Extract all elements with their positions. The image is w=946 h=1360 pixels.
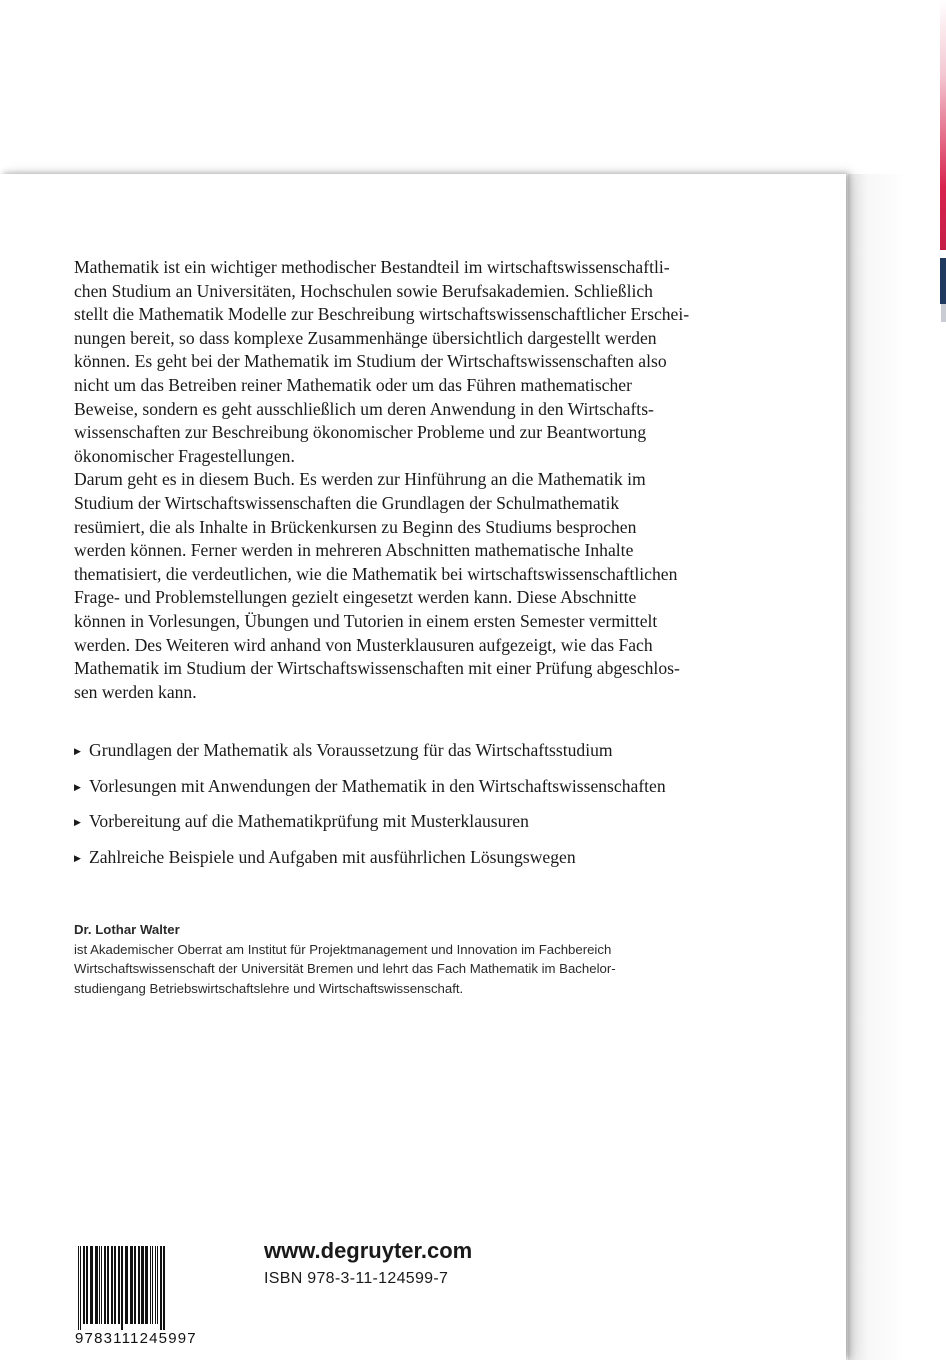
page-edge-strip — [848, 174, 946, 1360]
barcode-bar — [138, 1246, 140, 1324]
barcode-bar — [163, 1246, 165, 1330]
text-line: werden. Des Weiteren wird anhand von Musterklausuren aufgezeigt, wie das Fach — [74, 634, 653, 655]
barcode-bar — [95, 1246, 98, 1324]
barcode-digits: 9783111245997 — [74, 1330, 239, 1347]
barcode-bar — [99, 1246, 100, 1324]
list-item-text: Grundlagen der Mathematik als Voraussetzung für das Wirtschaftsstudium — [89, 740, 613, 760]
triangle-bullet-icon: ▶ — [74, 852, 81, 863]
author-name: Dr. Lothar Walter — [74, 922, 180, 937]
text-line: können in Vorlesungen, Übungen und Tutorien in einem ersten Semester vermittelt — [74, 610, 658, 631]
barcode-bar — [130, 1246, 133, 1324]
text-line: werden können. Ferner werden in mehreren Abschnitten mathematische Inhalte — [74, 540, 634, 561]
barcode-bar — [90, 1246, 93, 1324]
text-line: ökonomischer Fragestellungen. — [74, 445, 295, 466]
text-line: thematisiert, die verdeutlichen, wie die Mathematik bei wirtschaftswissenschaftlichen — [74, 563, 678, 584]
triangle-bullet-icon: ▶ — [74, 817, 81, 827]
text-line: wissenschaften zur Beschreibung ökonomischer Probleme und zur Beantwortung — [74, 422, 647, 443]
list-item — [74, 776, 834, 812]
list-item — [74, 847, 834, 883]
text-line: sen werden kann. — [74, 681, 197, 702]
barcode-bar — [160, 1246, 162, 1330]
text-line: Frage- und Problemstellungen gezielt eingesetzt werden kann. Diese Abschnitte — [74, 587, 637, 608]
barcode-bar — [101, 1246, 102, 1324]
text-line: können. Es geht bei der Mathematik im Studium der Wirtschaftswissenschaften also — [74, 351, 667, 372]
barcode-bar — [111, 1246, 113, 1324]
isbn-number: ISBN 978-3-11-124599-7 — [264, 1270, 449, 1287]
text-line: Beweise, sondern es geht ausschließlich um deren Anwendung in den Wirtschafts- — [74, 398, 654, 419]
text-line: stellt die Mathematik Modelle zur Beschreibung wirtschaftswissenschaftlicher Erschei- — [74, 304, 690, 325]
barcode-bar — [157, 1246, 158, 1324]
list-item-text: Zahlreiche Beispiele und Aufgaben mit ausführlichen Lösungswegen — [89, 846, 576, 867]
text-line: Mathematik im Studium der Wirtschaftswissenschaften mit einer Prüfung abgeschlos- — [74, 658, 680, 679]
barcode-bar — [83, 1246, 85, 1324]
barcode-bar — [78, 1246, 79, 1330]
description-paragraph-1 — [74, 256, 794, 468]
barcode-bar — [155, 1246, 156, 1324]
barcode-bars — [74, 1246, 238, 1330]
description-paragraph-2 — [74, 468, 794, 704]
barcode-bar — [114, 1246, 116, 1324]
barcode-bar — [121, 1246, 123, 1330]
barcode-bar — [145, 1246, 148, 1324]
list-item-text: Vorbereitung auf die Mathematikprüfung mit Musterklausuren — [89, 811, 529, 831]
text-line: Darum geht es in diesem Buch. Es werden zur Hinführung an die Mathematik im — [74, 469, 646, 490]
text-line: resümiert, die als Inhalte in Brückenkursen zu Beginn des Studiums besprochen — [74, 516, 637, 537]
publisher-url: www.degruyter.com — [264, 1238, 473, 1263]
text-line: Studium der Wirtschaftswissenschaften die Grundlagen der Schulmathematik — [74, 492, 620, 513]
barcode-bar — [118, 1246, 120, 1324]
barcode-bar — [86, 1246, 88, 1324]
author-bio-line: ist Akademischer Oberrat am Institut für Projektmanagement und Innovation im Fachbereich — [74, 941, 612, 957]
triangle-bullet-icon: ▶ — [74, 746, 81, 756]
list-item — [74, 740, 834, 776]
barcode-bar — [152, 1246, 153, 1324]
author-bio-line: studiengang Betriebswirtschaftslehre und Wirtschaftswissenschaft. — [74, 980, 464, 996]
text-line: nungen bereit, so dass komplexe Zusammenhänge übersichtlich dargestellt werden — [74, 327, 657, 348]
barcode-bar — [107, 1246, 109, 1324]
text-line: chen Studium an Universitäten, Hochschulen sowie Berufsakademien. Schließlich — [74, 280, 653, 301]
edge-color-mark-blue — [940, 258, 946, 304]
feature-list — [74, 740, 834, 882]
edge-color-mark-grey — [941, 304, 946, 322]
barcode-bar — [80, 1246, 81, 1330]
barcode-bar — [141, 1246, 144, 1324]
author-bio — [74, 920, 794, 998]
list-item-text: Vorlesungen mit Anwendungen der Mathematik in den Wirtschaftswissenschaften — [89, 775, 666, 796]
barcode-bar — [125, 1246, 128, 1324]
author-bio-line: Wirtschaftswissenschaft der Universität Bremen und lehrt das Fach Mathematik im Bachelor- — [74, 961, 616, 977]
barcode-bar — [150, 1246, 151, 1324]
barcode-bar — [104, 1246, 106, 1324]
description-text — [74, 256, 794, 704]
text-line: Mathematik ist ein wichtiger methodischer Bestandteil im wirtschaftswissenschaftli- — [74, 257, 670, 277]
text-line: nicht um das Betreiben reiner Mathematik oder um das Führen mathematischer — [74, 374, 632, 395]
triangle-bullet-icon: ▶ — [74, 781, 81, 792]
list-item — [74, 811, 834, 847]
barcode-bar — [134, 1246, 136, 1324]
edge-color-mark-red — [940, 0, 946, 250]
